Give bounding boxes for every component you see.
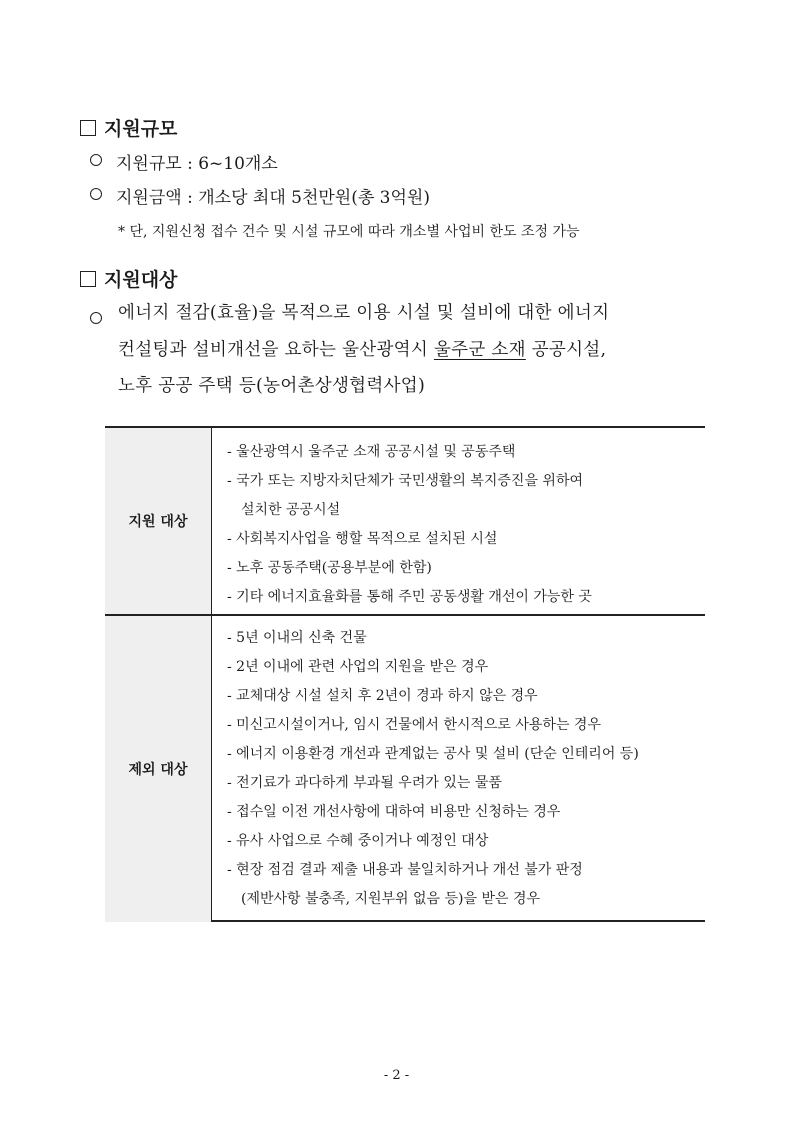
paragraph-line [118,336,606,361]
paragraph-line: 에너지 절감(효율)을 목적으로 이용 시설 및 설비에 대한 에너지 [118,303,610,323]
list-item: - 미신고시설이거나, 임시 건물에서 한시적으로 사용하는 경우 [227,717,601,733]
row-items [227,438,705,612]
underlined-location: 울주군 소재 [433,340,526,360]
list-item: - 전기료가 과다하게 부과될 우려가 있는 물품 [227,775,502,791]
table-row [105,616,705,922]
bullet-text: 지원규모 : 6~10개소 [116,154,278,174]
list-item: 설치한 공공시설 [241,502,341,518]
circle-bullet-icon [90,154,102,166]
list-item: - 유사 사업으로 수혜 중이거나 예정인 대상 [227,833,489,849]
list-item: - 교체대상 시설 설치 후 2년이 경과 하지 않은 경우 [227,688,538,704]
list-item: - 에너지 이용환경 개선과 관계없는 공사 및 설비 (단순 인테리어 등) [227,746,639,762]
section-title-text: 지원규모 [104,118,178,140]
row-header: 지원 대상 [105,428,212,614]
row-items [227,624,705,914]
list-item: - 사회복지사업을 행할 목적으로 설치된 시설 [227,531,498,547]
section-support-target-title [80,265,177,292]
page-number: - 2 - [383,1068,410,1083]
list-item: - 기타 에너지효율화를 통해 주민 공동생활 개선이 가능한 곳 [227,589,592,605]
checkbox-square-icon [80,271,96,287]
table-row [105,428,705,616]
eligibility-table [105,426,705,922]
list-item: - 울산광역시 울주군 소재 공공시설 및 공동주택 [227,444,516,460]
circle-bullet-icon [90,188,102,200]
row-header: 제외 대상 [105,616,212,922]
list-item: - 2년 이내에 관련 사업의 지원을 받은 경우 [227,659,489,675]
list-item: - 국가 또는 지방자치단체가 국민생활의 복지증진을 위하여 [227,473,584,489]
paragraph-text: 공공시설, [525,340,607,360]
bullet-item [90,183,430,208]
circle-bullet-icon [90,312,102,324]
bullet-text: 지원금액 : 개소당 최대 5천만원(총 3억원) [116,188,430,208]
section-support-scale-title [80,114,177,141]
paragraph-line: 노후 공공 주택 등(농어촌상생협력사업) [118,376,426,396]
paragraph-text: 컨설팅과 설비개선을 요하는 울산광역시 [118,340,434,360]
list-item: - 현장 점검 결과 제출 내용과 불일치하거나 개선 불가 판정 [227,862,583,878]
footnote: * 단, 지원신청 접수 건수 및 시설 규모에 따라 개소별 사업비 한도 조정 가능 [118,224,580,240]
list-item: - 노후 공동주택(공용부분에 한함) [227,560,432,576]
section-title-text: 지원대상 [104,269,178,291]
checkbox-square-icon [80,120,96,136]
list-item: (제반사항 불충족, 지원부위 없음 등)을 받은 경우 [241,891,541,907]
list-item: - 접수일 이전 개선사항에 대하여 비용만 신청하는 경우 [227,804,561,820]
list-item: - 5년 이내의 신축 건물 [227,630,367,646]
bullet-item [90,149,278,174]
